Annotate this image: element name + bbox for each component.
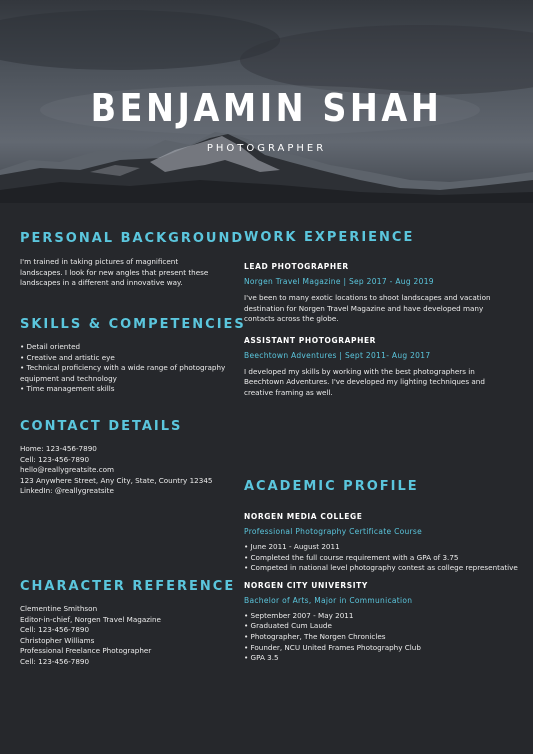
- candidate-role: PHOTOGRAPHER: [206, 143, 327, 154]
- list-item: Cell: 123-456-7890: [20, 656, 90, 666]
- email-link[interactable]: hello@reallygreatsite.com: [20, 465, 115, 475]
- school-course: Professional Photography Certificate Course: [244, 527, 423, 536]
- address: 123 Anywhere Street, Any City, State, Country 12345: [20, 475, 213, 485]
- work-experience-section: [244, 230, 504, 399]
- personal-background-section: [20, 231, 245, 289]
- job-subtitle: Norgen Travel Magazine | Sep 2017 - Aug 2019: [244, 277, 434, 286]
- academic-profile-section: [244, 479, 518, 664]
- school-name: NORGEN CITY UNIVERSITY: [244, 580, 368, 590]
- job-title: LEAD PHOTOGRAPHER: [244, 262, 349, 271]
- list-item: Christopher Williams: [20, 635, 95, 645]
- job-title: ASSISTANT PHOTOGRAPHER: [244, 335, 377, 345]
- job-subtitle: Beechtown Adventures | Sept 2011- Aug 2017: [244, 350, 431, 360]
- list-item: • June 2011 - August 2011: [244, 542, 340, 551]
- skills-heading: SKILLS & COMPETENCIES: [20, 317, 246, 332]
- personal-background-text: I'm trained in taking pictures of magnificent landscapes. I look for new angles that present these landscapes in a different and innovative way.: [20, 257, 209, 288]
- list-item: • Technical proficiency with a wide range of photography: [20, 363, 226, 373]
- list-item: • Creative and artistic eye: [20, 352, 115, 362]
- academic-profile-heading: ACADEMIC PROFILE: [244, 479, 419, 494]
- list-item: Professional Freelance Photographer: [20, 646, 152, 656]
- list-item: equipment and technology: [20, 373, 117, 383]
- list-item: Cell: 123-456-7890: [20, 625, 90, 635]
- contact-heading: CONTACT DETAILS: [20, 419, 183, 434]
- list-item: • Completed the full course requirement with a GPA of 3.75: [244, 552, 459, 562]
- list-item: • September 2007 - May 2011: [244, 610, 354, 620]
- list-item: • Graduated Cum Laude: [244, 621, 332, 631]
- home-phone: Home: 123-456-7890: [20, 444, 97, 453]
- list-item: • Time management skills: [20, 384, 115, 394]
- job-description: I developed my skills by working with the best photographers in Beechtown Adventures. I've developed my lighting techniques and creative framing as well.: [244, 366, 485, 397]
- character-reference-heading: CHARACTER REFERENCE: [20, 579, 236, 594]
- character-reference-section: [20, 579, 236, 668]
- job-description: I've been to many exotic locations to shoot landscapes and vacation destination for Norgen Travel Magazine and have developed many contacts across the globe.: [244, 293, 491, 324]
- personal-background-heading: PERSONAL BACKGROUND: [20, 231, 245, 246]
- list-item: • Detail oriented: [20, 342, 81, 351]
- linkedin-link[interactable]: LinkedIn: @reallygreatsite: [20, 486, 114, 496]
- work-experience-heading: WORK EXPERIENCE: [244, 230, 415, 245]
- list-item: Editor-in-chief, Norgen Travel Magazine: [20, 614, 161, 624]
- school-course: Bachelor of Arts, Major in Communication: [244, 595, 413, 605]
- list-item: • Competed in national level photography contest as college representative: [244, 563, 518, 573]
- cell-phone: Cell: 123-456-7890: [20, 454, 90, 464]
- contact-section: [20, 419, 225, 497]
- list-item: • Photographer, The Norgen Chronicles: [244, 631, 386, 641]
- list-item: Clementine Smithson: [20, 604, 98, 613]
- skills-section: [20, 317, 246, 395]
- candidate-name: BENJAMIN SHAH: [90, 86, 443, 130]
- list-item: • GPA 3.5: [244, 653, 279, 663]
- school-name: NORGEN MEDIA COLLEGE: [244, 512, 363, 521]
- list-item: • Founder, NCU United Frames Photography Club: [244, 642, 421, 652]
- header-banner: [0, 0, 533, 203]
